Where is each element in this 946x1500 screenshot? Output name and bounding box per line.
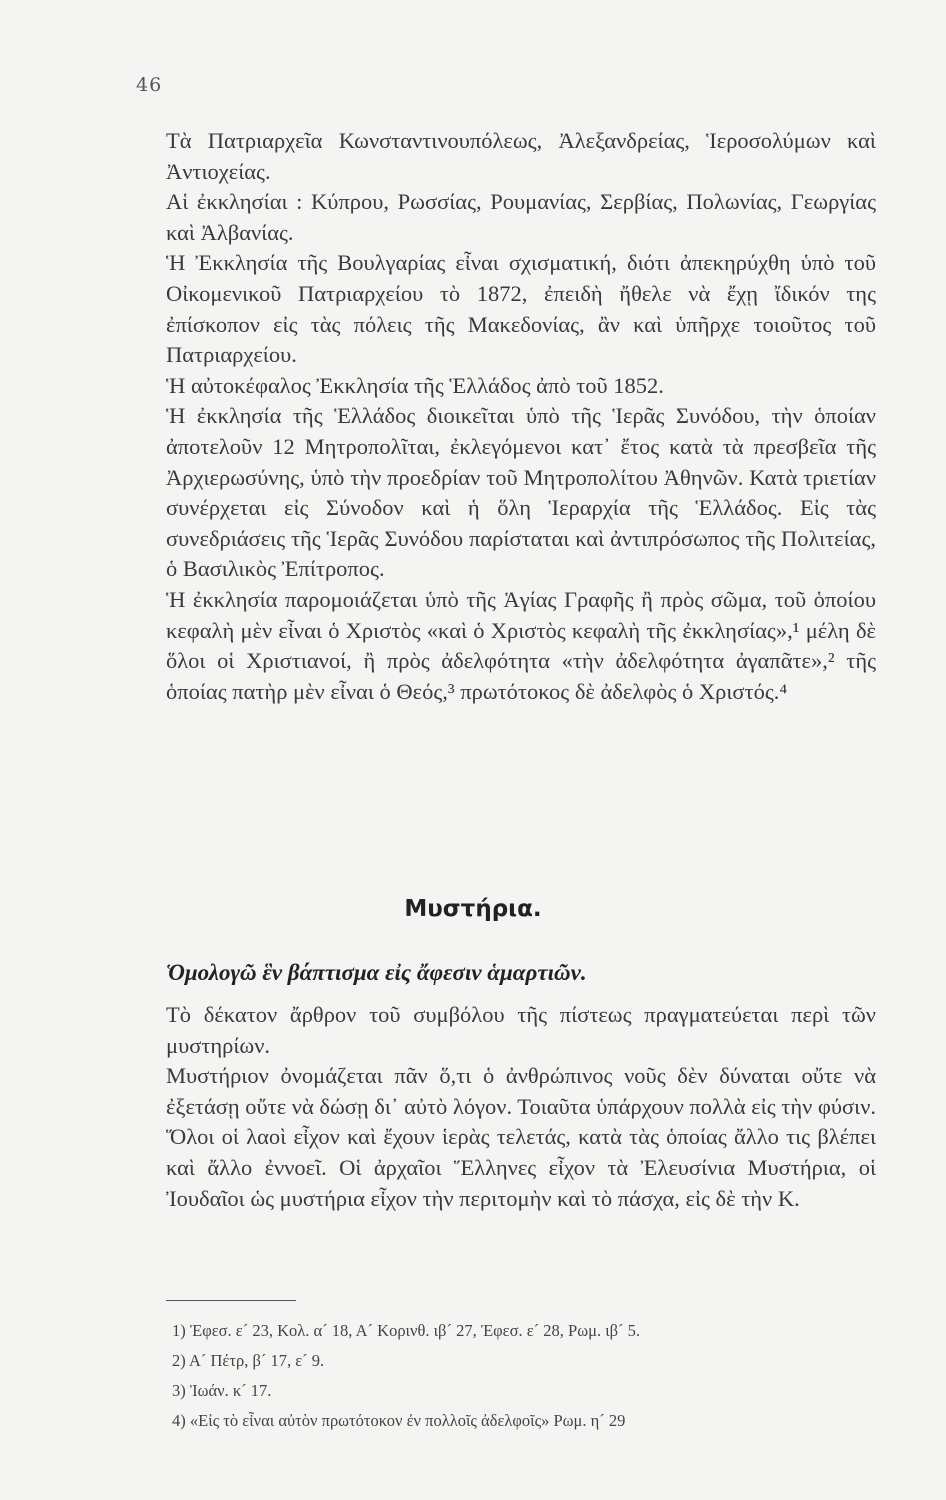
paragraph: Ἡ Ἐκκλησία τῆς Βουλγαρίας εἶναι σχισματική, διότι ἀπεκηρύχθη ὑπὸ τοῦ Οἰκομενικοῦ Πατριαρχείου τὸ 1872, ἐπειδὴ ἤθελε νὰ ἔχῃ ἴδικόν της ἐπίσκοπον εἰς τὰς πόλεις τῆς Μακεδονίας, ἂν καὶ ὑπῆρχε τοιοῦτος τοῦ Πατριαρχείου. bbox=[166, 250, 876, 368]
section-heading: Μυστήρια. bbox=[404, 896, 542, 922]
paragraph: Τὸ δέκατον ἄρθρον τοῦ συμβόλου τῆς πίστεως πραγματεύεται περὶ τῶν μυστηρίων. bbox=[166, 1002, 876, 1058]
paragraph: Τὰ Πατριαρχεῖα Κωνσταντινουπόλεως, Ἀλεξανδρείας, Ἱεροσολύμων καὶ Ἀντιοχείας. bbox=[166, 128, 876, 184]
section-subheading: Ὁμολογῶ ἓν βάπτισμα εἰς ἄφεσιν ἁμαρτιῶν. bbox=[166, 960, 587, 985]
paragraph: Ἡ ἐκκλησία παρομοιάζεται ὑπὸ τῆς Ἁγίας Γραφῆς ἢ πρὸς σῶμα, τοῦ ὁποίου κεφαλὴ μὲν εἶναι ὁ Χριστὸς «καὶ ὁ Χριστὸς κεφαλὴ τῆς ἐκκλησίας»,¹ μέλη δὲ ὅλοι οἱ Χριστιανοί, ἢ πρὸς ἀδελφότητα «τὴν ἀδελφότητα ἀγαπᾶτε»,² τῆς ὁποίας πατὴρ μὲν εἶναι ὁ Θεός,³ πρωτότοκος δὲ ἀδελφὸς ὁ Χριστός.⁴ bbox=[166, 586, 876, 704]
main-text bbox=[166, 126, 876, 707]
footnotes bbox=[172, 1316, 872, 1436]
section-text bbox=[166, 1000, 876, 1214]
paragraph: Μυστήριον ὀνομάζεται πᾶν ὅ,τι ὁ ἀνθρώπινος νοῦς δὲν δύναται οὔτε νὰ ἐξετάσῃ οὔτε νὰ δώσῃ δι᾽ αὐτὸ λόγον. Τοιαῦτα ὑπάρχουν πολλὰ εἰς τὴν φύσιν. Ὅλοι οἱ λαοὶ εἶχον καὶ ἔχουν ἱερὰς τελετάς, κατὰ τὰς ὁποίας ἄλλο τις βλέπει καὶ ἄλλο ἐννοεῖ. Οἱ ἀρχαῖοι Ἕλληνες εἶχον τὰ Ἐλευσίνια Μυστήρια, οἱ Ἰουδαῖοι ὡς μυστήρια εἶχον τὴν περιτομὴν καὶ τὸ πάσχα, εἰς δὲ τὴν Κ. bbox=[166, 1063, 876, 1211]
paragraph: Ἡ αὐτοκέφαλος Ἐκκλησία τῆς Ἑλλάδος ἀπὸ τοῦ 1852. bbox=[166, 372, 664, 398]
page-number: 46 bbox=[136, 74, 163, 96]
paragraph: Αἱ ἐκκλησίαι : Κύπρου, Ρωσσίας, Ρουμανίας, Σερβίας, Πολωνίας, Γεωργίας καὶ Ἀλβανίας. bbox=[166, 189, 876, 245]
footnote-divider bbox=[166, 1300, 296, 1301]
footnote: 4) «Εἰς τὸ εἶναι αὐτὸν πρωτότοκον ἐν πολλοῖς ἀδελφοῖς» Ρωμ. η´ 29 bbox=[172, 1411, 626, 1430]
paragraph: Ἡ ἐκκλησία τῆς Ἑλλάδος διοικεῖται ὑπὸ τῆς Ἱερᾶς Συνόδου, τὴν ὁποίαν ἀποτελοῦν 12 Μητροπολῖται, ἐκλεγόμενοι κατ᾽ ἔτος κατὰ τὰ πρεσβεῖα τῆς Ἀρχιερωσύνης, ὑπὸ τὴν προεδρίαν τοῦ Μητροπολίτου Ἀθηνῶν. Κατὰ τριετίαν συνέρχεται εἰς Σύνοδον καὶ ἡ ὅλη Ἱεραρχία τῆς Ἑλλάδος. Εἰς τὰς συνεδριάσεις τῆς Ἱερᾶς Συνόδου παρίσταται καὶ ἀντιπρόσωπος τῆς Πολιτείας, ὁ Βασιλικὸς Ἐπίτροπος. bbox=[166, 403, 876, 582]
footnote: 2) Α´ Πέτρ, β´ 17, ε´ 9. bbox=[172, 1351, 325, 1370]
footnote: 1) Ἐφεσ. ε´ 23, Κολ. α´ 18, Α´ Κορινθ. ιβ´ 27, Ἐφεσ. ε´ 28, Ρωμ. ιβ´ 5. bbox=[172, 1321, 641, 1340]
footnote: 3) Ἰωάν. κ´ 17. bbox=[172, 1381, 272, 1400]
